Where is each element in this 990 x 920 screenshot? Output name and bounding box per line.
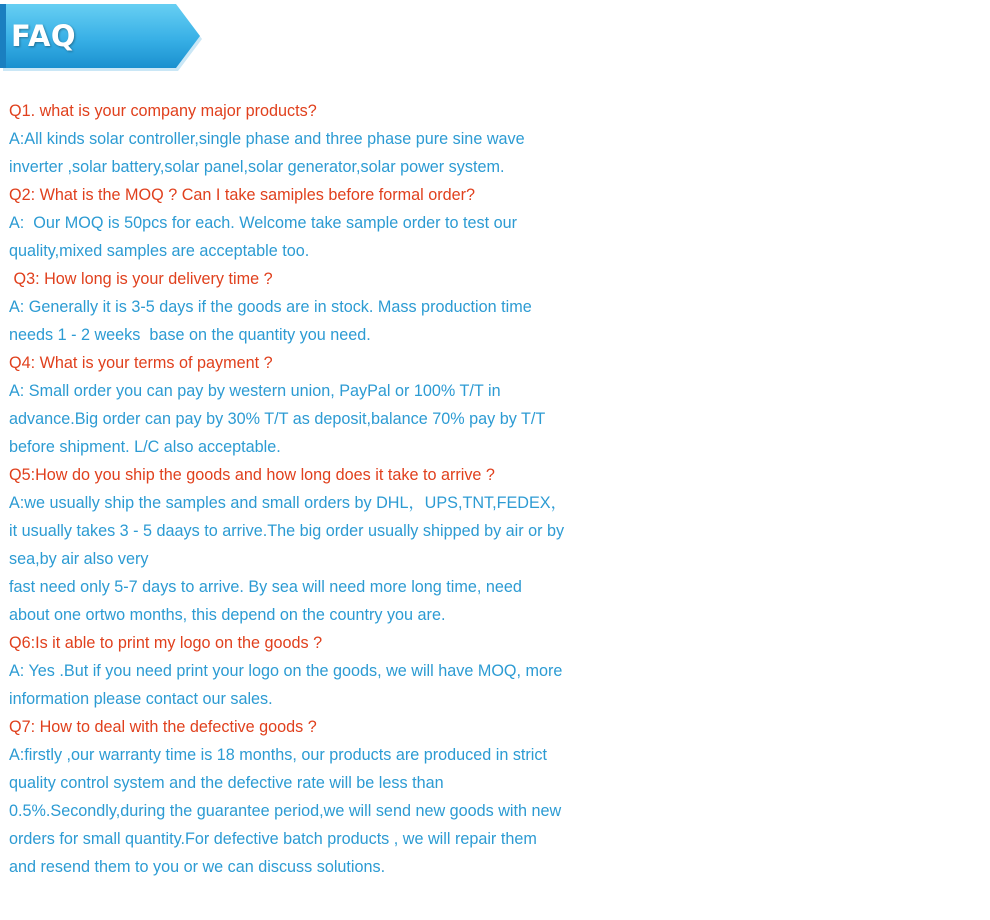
answer-7-line-3: 0.5%.Secondly,during the guarantee period,we will send new goods with new xyxy=(9,802,562,820)
answer-3-line-2: needs 1 - 2 weeks base on the quantity you need. xyxy=(9,326,371,344)
answer-3-line-1: A: Generally it is 3-5 days if the goods are in stock. Mass production time xyxy=(9,298,532,316)
answer-7-line-2: quality control system and the defective rate will be less than xyxy=(9,774,444,792)
question-1: Q1. what is your company major products? xyxy=(9,102,317,120)
question-6: Q6:Is it able to print my logo on the goods ? xyxy=(9,634,323,652)
question-2: Q2: What is the MOQ ? Can I take samiples before formal order? xyxy=(9,186,476,204)
question-4: Q4: What is your terms of payment ? xyxy=(9,354,273,372)
answer-2-line-1: A: Our MOQ is 50pcs for each. Welcome take sample order to test our xyxy=(9,214,518,232)
answer-1-line-2: inverter ,solar battery,solar panel,solar generator,solar power system. xyxy=(9,158,505,176)
answer-5-line-3: sea,by air also very xyxy=(9,550,149,568)
answer-4-line-2: advance.Big order can pay by 30% T/T as deposit,balance 70% pay by T/T xyxy=(9,410,546,428)
question-3: Q3: How long is your delivery time ? xyxy=(9,270,273,288)
answer-5-line-5: about one ortwo months, this depend on the country you are. xyxy=(9,606,446,624)
answer-5-line-4: fast need only 5-7 days to arrive. By sea will need more long time, need xyxy=(9,578,522,596)
answer-4-line-3: before shipment. L/C also acceptable. xyxy=(9,438,281,456)
question-5: Q5:How do you ship the goods and how long does it take to arrive ? xyxy=(9,466,495,484)
answer-7-line-4: orders for small quantity.For defective batch products , we will repair them xyxy=(9,830,537,848)
answer-4-line-1: A: Small order you can pay by western union, PayPal or 100% T/T in xyxy=(9,382,501,400)
answer-1-line-1: A:All kinds solar controller,single phase and three phase pure sine wave xyxy=(9,130,525,148)
faq-content xyxy=(9,97,599,881)
faq-title: FAQ xyxy=(11,19,77,53)
question-7: Q7: How to deal with the defective goods ? xyxy=(9,718,317,736)
answer-6-line-2: information please contact our sales. xyxy=(9,690,273,708)
answer-5-line-1: A:we usually ship the samples and small orders by DHL，UPS,TNT,FEDEX， xyxy=(9,494,567,512)
answer-2-line-2: quality,mixed samples are acceptable too. xyxy=(9,242,310,260)
answer-6-line-1: A: Yes .But if you need print your logo on the goods, we will have MOQ, more xyxy=(9,662,563,680)
answer-5-line-2: it usually takes 3 - 5 daays to arrive.The big order usually shipped by air or by xyxy=(9,522,565,540)
faq-banner xyxy=(0,0,210,74)
answer-7-line-1: A:firstly ,our warranty time is 18 months, our products are produced in strict xyxy=(9,746,547,764)
answer-7-line-5: and resend them to you or we can discuss solutions. xyxy=(9,858,386,876)
